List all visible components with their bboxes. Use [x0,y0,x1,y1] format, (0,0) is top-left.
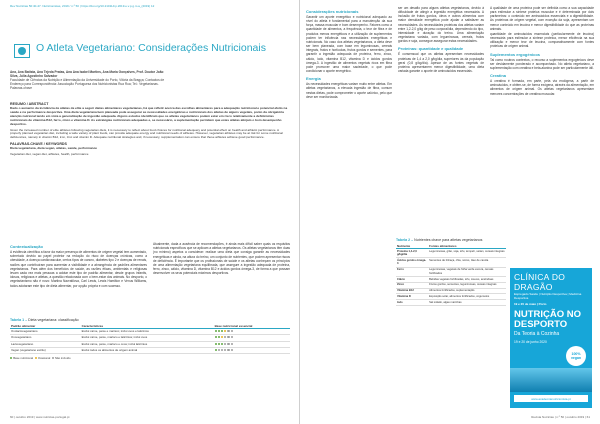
ad-subtitle: Espregado Saúde | Nutrição Desportiva | Medicina Desportiva [514,292,582,300]
table-2-caption: Tabela 2 – Nutrientes chave para atletas vegetarianos [396,238,483,242]
table-row: Zinco Frutos gordos, sementes, leguminosas, cereais integrais [396,282,506,288]
table-2 [396,238,506,306]
table-row: Vegan (vegetariano estrito) Exclui todos os alimentos de origem animal [10,348,290,354]
vegan-badge-icon: 100% vegan [566,346,586,366]
table-1-header: Padrão alimentar [10,323,81,329]
energy-text: As necessidades energéticas variam muito entre atletas. Em atletas vegetarianos, a elevada ingestão de fibra, comum nestas dietas, pode comprometer o aporte calórico, pelo que deve ser monitorizada. [306,82,392,99]
right-footer: Revista Nutrícias | n.º 50 | outubro 2019 | 61 [531,415,590,419]
ad-title: NUTRIÇÃO NO DESPORTO [514,308,582,330]
right-column-1 [306,6,392,100]
table-row: Lactovegetariano Exclui carne, peixe, marisco e ovos; inclui laticínios [10,341,290,347]
table-1-caption: Tabela 1 – Dieta vegetariana: classificação [10,318,79,322]
table-2-header: Nutriente [396,243,428,249]
table-row: Ovovegetariano Exclui carne, peixe, marisco e laticínios; inclui ovos [10,335,290,341]
intro-column-2 [153,242,290,288]
table-1-header: Características [81,323,214,329]
abstract-en: Given the increased number of elite athletes following vegetarian diets, it is necessary to reflect about food choices for nutritional adequacy and potential effect on health and athletic performance. A properly planned vegetarian diet, including a wide variety of plant foods, can provide adequate energy and nutritional needs of athletes. However, vegetarian athletes may be at risk for some nutritional deficiencies, namely in vitamin B12, iron, zinc and vitamin D. Adequate nutritional strategies and, if necessary, supplementation can ensure that these athletes achieve good performance. [10,127,283,140]
considerations-heading: Considerações nutricionais [306,9,359,14]
diet-dots [214,348,290,354]
authors: Ana, Ana Batista, Ana Tejeda Pratas, Ana Ana Isabel Martins, Ana Maria Gonçalves, Prof. Doutor João Silva, Júlia Agostinho Salvador [10,70,164,79]
creatine-text: A creatina é formada, em parte, pela via endógena, a partir de aminoácidos, e obtém-se, de forma exógena, através da alimentação, em alimentos de origem animal. Os atletas vegetarianos apresentam menores concentrações de creatina muscular. [490,79,595,96]
ad-url-link[interactable]: www.academianutricionista.pt [514,395,588,402]
ad-title-2: Da Teoria à Cozinha [514,330,560,337]
table-2-header: Fontes alimentares [428,243,506,249]
proteins-text: É consensual que os atletas apresentam necessidades proteicas de 1,4 a 2,0 g/kg/dia, superiores às da população geral (0,8 g/kg/dia). Apesar de as fontes vegetais de proteína apresentarem menor digestibilidade, uma dieta variada garante o aporte de aminoácidos essenciais. [398,52,484,74]
table-1 [10,318,290,360]
table-1-grid [10,323,290,354]
abstract-section [10,100,290,159]
intro-section [10,242,290,288]
table-row: Iodo Sal iodado, algas marinhas [396,300,506,306]
ad-food-image [510,368,592,392]
energy-heading: Energia [306,76,321,82]
intro-column-1 [10,242,147,288]
table-row: Proteína 1,4-2,0 g/kg/dia Leguminosas, grão, soja, tofu, tempeh, seitan, cereais integrais [397,249,505,257]
article-title-block [14,42,284,58]
right-column-2 [398,6,484,74]
supplements-text: Tal como noutros contextos, o recurso a suplementos ergogénicos deve ser devidamente ponderado e acompanhado. No atleta vegetariano, a suplementação com creatina e beta-alanina pode ser particularmente útil. [490,57,594,70]
article-title: O Atleta Vegetariano: Considerações Nutricionais [36,42,266,54]
affiliations: Faculdade de Ciências da Nutrição e Alimentação da Universidade do Porto, Vitória da Bragça; Contactos de Endereço para Correspondência: Associação Portuguesa dos Nutricionistas Rua Rua; Tel.: Vegetarianas. Palavras-chave [10,78,165,91]
right-page [300,0,600,424]
keywords-en: Vegetarian diet, vegan diet, athletes, health, performance [10,152,89,157]
running-head: Rev Nutrícias 50:40-47. Nutricionistas, 2019 / n.º 50 | https://doi.org/10.21011/np.2019.e.v.p.g.m.a_(2019) 12 [10,4,155,8]
supplements-heading: Suplementos ergogénicos [490,51,541,57]
right-column-3 [490,6,594,97]
table-row: Cálcio Bebidas vegetais fortificadas, tofu, couves, amêndoas [396,276,506,282]
intro-paragraph-1: A evidência científica a favor da maior presença de alimentos de origem vegetal tem aumentado, sobretudo devido ao papel protetor na redução do risco de doenças crónicas, como a obesidade, a doença cardiovascular, certos tipos de cancro, diabetes tipo 2 e doenças de renais, razões que contribuíram para aumentar a visibilidade e a abrangência de padrões alimentares vegetarianos. Para além dos benefícios de saúde, as razões éticas, ambientais e religiosas levam cada vez mais pessoas a adotar este tipo de padrão alimentar, desde grupos infantis, idosos, religiosos e atletas, a questão relacionada com o bem-estar dos animais. No desporto, o vegetarianismo não é novo: Martina Navratilova, Carl Lewis, Lewis Hamilton e Venus Williams, todos adotaram este tipo de dieta alimentar, por opção própria e com sucesso. [10,250,147,288]
journal-logo-icon [14,44,30,58]
left-footer: 60 | outubro 2019 | www.nutricias-portugal.pt [10,415,70,419]
intro-paragraph-2: Atualmente, dada a ausência de recomendações, é ainda mais difícil saber quais os requisitos nutricionais específicos que se aplicam a atletas vegetarianos. Os atletas vegetarianos têm duas (no mínimo) aspetos a considerar: realizar uma dieta que consiga garantir as necessidades energéticas e ainda, na altura do treino, um conjunto de nutrientes, que podem apresentar riscos de deficiência. É importante que os profissionais de saúde e os atletas conheçam os princípios de uma alimentação vegetariana equilibrada, que assegure a ingestão adequada de proteína, ferro, zinco, cálcio, vitamina D, vitamina B12 e ácidos gordos ómega-3, de forma a que possam desenvolver os seus potenciais máximos desportivos. [153,242,290,276]
column-4-text: quantidade de aminoácidos essenciais (particularmente de leucina) necessária para estimular a síntese proteica, menor eficiência na sua utilização e menor teor de leucina, comparativamente com fontes proteicas de origem animal. [490,31,594,49]
authors-block [10,70,170,90]
keywords-heading: PALAVRAS-CHAVE / KEYWORDS [10,142,67,147]
abstract-pt: Dado o aumento da incidência de atletas de elite a seguir dietas alimentares vegetarianas, há que refletir acerca das escolhas alimentares para a adequação nutricional e potencial efeito na saúde e na performance desportiva. Uma dieta vegetariana bem planeada pode assegurar as necessidades energéticas e nutricionais dos atletas de alguns vegetais, ponto da obrigatória atenção nutrional tendo em vista a generalização de ingestão adequada. Alguns estudos identificam que os atletas vegetarianos podem estar em risco relativamente a deficiências nutricionais de vitamina B12, ferro, zinco e vitamina D. As estratégias nutricionais adequadas e, se necessário, a suplementação permitem que estes atletas atinjam o bom desempenho desportivo. [10,106,288,126]
proteins-heading: Proteínas: quantidade e qualidade [398,46,464,52]
column-2-text: ser um desafio para alguns atletas vegetarianos, devido à dificuldade de atingir a ingestão energética necessária. A inclusão de frutos gordos, óleos e outros alimentos com maior densidade energética pode ajudar a satisfazer as necessidades. As necessidades proteicas dos atletas variam entre 1,2-2,0 g/kg de peso corporal/dia, dependendo do tipo, intensidade e duração do treino. Uma alimentação vegetariana variada, com leguminosas, cereais, frutos gordos e soja, consegue assegurar estas necessidades. [398,6,484,44]
table-1-header: Base nutricional essencial [214,323,290,329]
table-row: Ácidos gordos ómega-3 Sementes de linhaça, chia, nozes, óleo de canola [396,258,506,267]
ad-clinic-name: CLÍNICA DO DRAGÃO [514,272,566,292]
ad-date: 19 e 20 de maio | Porto [514,301,547,306]
table-2-grid [396,243,506,306]
keywords-pt: Dieta vegetariana, dieta vegan, atletas, saúde, performance [10,146,98,151]
intro-heading: Contextualização [10,244,43,249]
abstract-heading: RESUMO / ABSTRACT [10,102,49,106]
considerations-text: Garantir um aporte energético e nutricional adequado ao nível do atleta é fundamental para a manutenção da sua força, massa muscular e bom desempenho. Fatores como a quantidade de alimentos, a frequência, o teor de fibra e de produtos menos energéticos e a utilização de suplementos podem ter influência nas necessidades energéticas e nutricionais. No caso dos atletas vegetarianos, a dieta deve ser bem planeada, com base em leguminosas, cereais integrais, frutos e hortícolas, frutos gordos e sementes, para garantir a ingestão adequada de proteína, ferro, zinco, cálcio, iodo, vitamina B12, vitamina D e ácidos gordos ómega-3. A ingestão de alimentos vegetais ricos em fibra pode promover uma maior saciedade, o que pode condicionar o aporte energético. [306,15,392,74]
table-row: Ovolactovegetariano Exclui carne, peixe e marisco; inclui ovos e laticínios [10,329,290,335]
table-row: Vitamina B12 Alimentos fortificados, suplementação [396,288,506,294]
advertisement[interactable] [510,268,592,408]
table-1-legend: Base nutricional Ocasional Não incluído [10,356,290,360]
table-row: Ferro Leguminosas, vegetais de folha verde escura, cereais fortificados [396,267,506,276]
creatine-heading: Creatina [490,73,507,79]
table-row: Vitamina D Exposição solar, alimentos fortificados, cogumelos [396,294,506,300]
ad-extra: 19 e 20 de junho 2020 [514,339,547,344]
column-3-text: A qualidade de uma proteína pode ser definida como a sua capacidade para estimular a síntese proteica muscular e é determinada por dois parâmetros: o conteúdo em aminoácidos essenciais e a digestibilidade. As proteínas de origem vegetal, com exceção da soja, apresentam um menor conteúdo em leucina e menor digestibilidade do que as proteínas animais. [490,6,594,31]
